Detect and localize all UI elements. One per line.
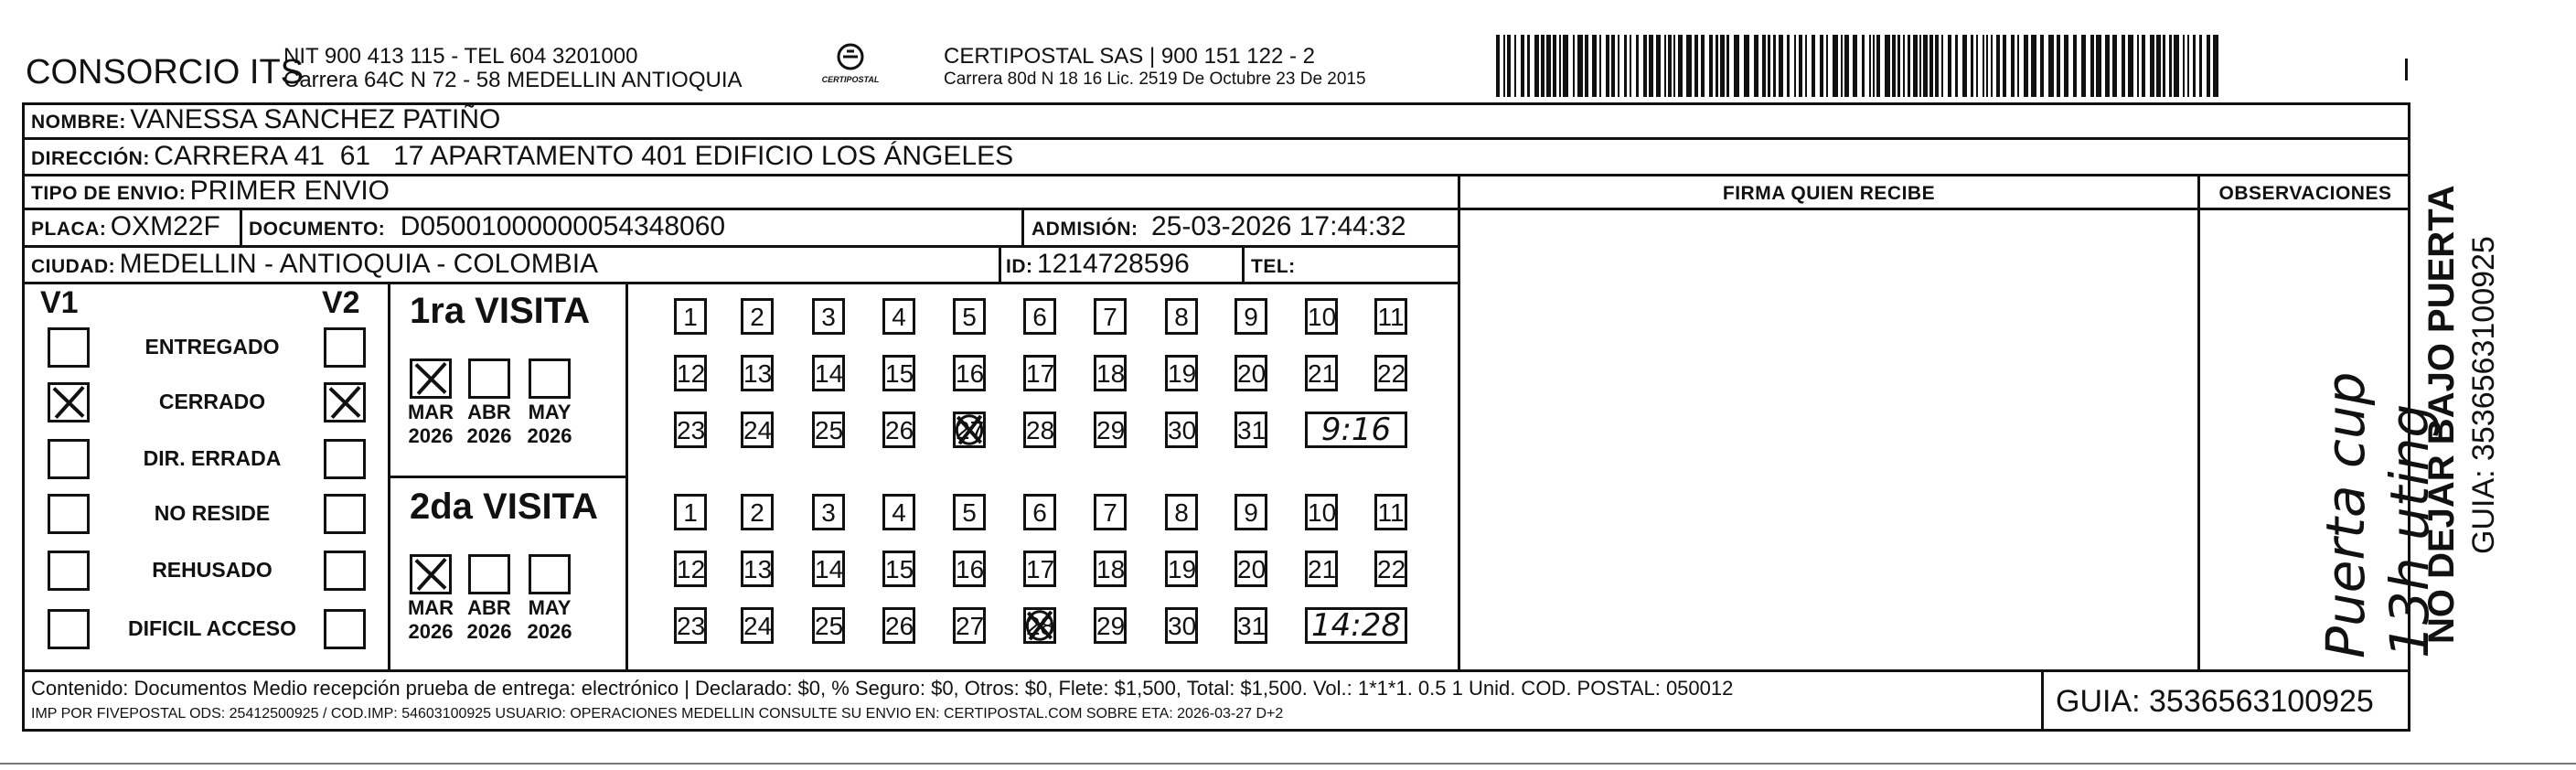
barcode-bar bbox=[1897, 35, 1900, 97]
visit1-day-box: 5 bbox=[953, 298, 986, 335]
barcode-bar bbox=[2207, 35, 2210, 97]
visit1-day-box: 21 bbox=[1305, 355, 1338, 391]
visit2-month-label: MAR bbox=[407, 596, 454, 619]
visit2-day-box: 24 bbox=[741, 607, 774, 644]
id-number: 1214728596 bbox=[1036, 249, 1190, 279]
admission-date: 25-03-2026 17:44:32 bbox=[1150, 211, 1406, 241]
visit2-time-box: 14:28 bbox=[1305, 607, 1407, 644]
barcode-bar bbox=[1656, 35, 1661, 97]
visit2-year-label: 2026 bbox=[466, 620, 512, 643]
status-v1-checkbox bbox=[48, 439, 90, 479]
barcode-bar bbox=[1986, 35, 1988, 97]
barcode-bar bbox=[1507, 35, 1511, 97]
barcode-bar bbox=[2156, 35, 2161, 97]
document-label: DOCUMENTO: bbox=[249, 219, 386, 240]
barcode-bar bbox=[1592, 35, 1597, 97]
visit2-day-box: 27 bbox=[953, 607, 986, 644]
visit1-day-box: 18 bbox=[1094, 355, 1127, 391]
visit1-day-box: 15 bbox=[882, 355, 915, 391]
plate: OXM22F bbox=[110, 211, 220, 241]
visit1-day-check-mark bbox=[953, 412, 986, 448]
barcode-bar bbox=[1541, 35, 1545, 97]
visit1-day-box: 22 bbox=[1374, 355, 1407, 391]
visit1-day-box: 2 bbox=[741, 298, 774, 335]
barcode-bar bbox=[1805, 35, 1807, 97]
status-v2-check-mark bbox=[324, 382, 366, 422]
barcode-bar bbox=[1892, 35, 1896, 97]
address-label: DIRECCIÓN: bbox=[31, 148, 150, 169]
barcode-bar bbox=[1948, 35, 1951, 97]
barcode-bar bbox=[1534, 35, 1539, 97]
status-v1-checkbox bbox=[48, 494, 90, 534]
signature-header: FIRMA QUIEN RECIBE bbox=[1722, 183, 1936, 204]
barcode-bar bbox=[2064, 35, 2068, 97]
barcode-bar bbox=[2213, 35, 2218, 97]
status-label: DIR. ERRADA bbox=[143, 446, 282, 470]
status-v2-checkbox bbox=[324, 609, 366, 649]
visit1-day-box: 11 bbox=[1374, 298, 1407, 335]
status-label: NO RESIDE bbox=[154, 501, 271, 525]
visit1-day-box: 26 bbox=[882, 412, 915, 448]
barcode-bar bbox=[1694, 35, 1698, 97]
barcode-bar bbox=[1503, 35, 1505, 97]
visit1-day-box: 31 bbox=[1235, 412, 1267, 448]
barcode-bar bbox=[1799, 35, 1802, 97]
visit2-day-box: 14 bbox=[812, 551, 845, 587]
barcode-bar bbox=[1636, 35, 1639, 97]
barcode-bar bbox=[2150, 35, 2154, 97]
barcode-bar bbox=[2048, 35, 2054, 97]
barcode-bar bbox=[1643, 35, 1647, 97]
barcode-bar bbox=[1673, 35, 1675, 97]
barcode-bar bbox=[2187, 35, 2189, 97]
barcode-bar bbox=[1841, 35, 1843, 97]
visit2-day-box: 22 bbox=[1374, 551, 1407, 587]
plate-label: PLACA: bbox=[31, 219, 107, 240]
visit1-day-box: 17 bbox=[1023, 355, 1056, 391]
admission-label: ADMISIÓN: bbox=[1031, 219, 1138, 240]
barcode-bar bbox=[1762, 35, 1766, 97]
observation-line-2: 13h uting bbox=[2378, 403, 2441, 658]
barcode-bar bbox=[2096, 35, 2101, 97]
carrier-address: Carrera 80d N 18 16 Lic. 2519 De Octubre 23 De 2015 bbox=[944, 70, 1366, 89]
barcode-bar bbox=[1559, 35, 1561, 97]
barcode-bar bbox=[1599, 35, 1601, 97]
visit1-month-label: MAR bbox=[407, 401, 454, 423]
visit2-day-box: 18 bbox=[1094, 551, 1127, 587]
barcode-bar bbox=[1514, 35, 1516, 97]
visit1-day-box: 29 bbox=[1094, 412, 1127, 448]
barcode-bar bbox=[2073, 35, 2077, 97]
visit2-day-box: 30 bbox=[1165, 607, 1198, 644]
barcode-bar bbox=[1521, 35, 1524, 97]
barcode-bar bbox=[1962, 35, 1967, 97]
barcode-bar bbox=[1955, 35, 1958, 97]
visit1-day-box: 23 bbox=[674, 412, 707, 448]
barcode-bar bbox=[1546, 35, 1551, 97]
side-guide: GUIA: 3536563100925 bbox=[2466, 236, 2501, 554]
visit2-day-box: 10 bbox=[1305, 494, 1338, 530]
visit1-day-box: 27 bbox=[953, 412, 986, 448]
barcode-bar bbox=[1903, 35, 1905, 97]
barcode-bar bbox=[2128, 35, 2133, 97]
visit2-year-label: 2026 bbox=[527, 620, 572, 643]
send-type-label: TIPO DE ENVIO: bbox=[31, 183, 187, 204]
visit1-day-box: 13 bbox=[741, 355, 774, 391]
visit1-day-box: 3 bbox=[812, 298, 845, 335]
barcode-bar bbox=[1820, 35, 1823, 97]
barcode-bar bbox=[2105, 35, 2110, 97]
visit1-year-label: 2026 bbox=[466, 424, 512, 447]
visit1-day-box: 14 bbox=[812, 355, 845, 391]
visit1-day-box: 4 bbox=[882, 298, 915, 335]
visit2-month-label: MAY bbox=[528, 596, 572, 619]
barcode-bar bbox=[1611, 35, 1615, 97]
visit1-day-box: 16 bbox=[953, 355, 986, 391]
visit2-day-box: 21 bbox=[1305, 551, 1338, 587]
visit1-month-label: ABR bbox=[467, 401, 511, 423]
city-label: CIUDAD: bbox=[31, 256, 116, 277]
status-label: CERRADO bbox=[158, 390, 266, 413]
status-v1-checkbox bbox=[48, 609, 90, 649]
barcode-bar bbox=[1496, 35, 1500, 97]
barcode-bar bbox=[1873, 35, 1875, 97]
visit2-year-label: 2026 bbox=[408, 620, 454, 643]
barcode-bar bbox=[1606, 35, 1609, 97]
barcode-bar bbox=[1630, 35, 1631, 97]
barcode-bar bbox=[1734, 35, 1739, 97]
barcode-bar bbox=[1991, 35, 1993, 97]
barcode-bar bbox=[2024, 35, 2028, 97]
barcode-bar bbox=[1976, 35, 1978, 97]
barcode-bar bbox=[1971, 35, 1973, 97]
barcode-bar bbox=[1768, 35, 1770, 97]
visit1-month-box bbox=[468, 358, 510, 399]
company-name: CONSORCIO ITS bbox=[26, 53, 305, 91]
barcode-bar bbox=[2169, 35, 2172, 97]
side-warning: NO DEJAR BAJO PUERTA bbox=[2421, 185, 2462, 644]
barcode-bar bbox=[1649, 35, 1653, 97]
visit2-day-box: 20 bbox=[1235, 551, 1267, 587]
barcode-bar bbox=[2122, 35, 2125, 97]
logo-caption: CERTIPOSTAL bbox=[821, 75, 880, 84]
barcode-bar bbox=[2031, 35, 2036, 97]
visit2-day-box: 4 bbox=[882, 494, 915, 530]
visit1-day-box: 9 bbox=[1235, 298, 1267, 335]
status-v2-checkbox bbox=[324, 551, 366, 591]
visit1-month-label: MAY bbox=[528, 401, 572, 423]
status-v1-checkbox bbox=[48, 551, 90, 591]
visit1-title: 1ra VISITA bbox=[410, 291, 591, 331]
footer-imp: IMP POR FIVEPOSTAL ODS: 25412500925 / COD.IMP: 54603100925 USUARIO: OPERACIONES MEDELLIN CONSULTE SU ENVIO EN: CERTIPOSTAL.COM SOBRE ETA: 2026-03-27 D+2 bbox=[31, 706, 1284, 722]
barcode-bar bbox=[2163, 35, 2165, 97]
visit2-day-box: 19 bbox=[1165, 551, 1198, 587]
recipient-name: VANESSA SANCHEZ PATIÑO bbox=[130, 104, 501, 134]
barcode-bar bbox=[2137, 35, 2139, 97]
name-label: NOMBRE: bbox=[31, 112, 126, 133]
barcode-bar bbox=[1573, 35, 1575, 97]
visit1-day-box: 1 bbox=[674, 298, 707, 335]
visit2-month-check-mark bbox=[410, 554, 452, 594]
barcode-bar bbox=[1686, 35, 1692, 97]
barcode-bar bbox=[2193, 35, 2196, 97]
visit2-day-box: 15 bbox=[882, 551, 915, 587]
visit2-day-box: 31 bbox=[1235, 607, 1267, 644]
city: MEDELLIN - ANTIOQUIA - COLOMBIA bbox=[119, 249, 599, 279]
visit1-day-box: 30 bbox=[1165, 412, 1198, 448]
visit2-day-box: 12 bbox=[674, 551, 707, 587]
id-label: ID: bbox=[1006, 256, 1033, 277]
visit1-day-box: 28 bbox=[1023, 412, 1056, 448]
carrier-name: CERTIPOSTAL SAS | 900 151 122 - 2 bbox=[944, 44, 1315, 69]
visit2-day-box: 26 bbox=[882, 607, 915, 644]
visit1-time-box: 9:16 bbox=[1305, 412, 1407, 448]
barcode-bar bbox=[1779, 35, 1783, 97]
barcode-bar bbox=[1678, 35, 1683, 97]
status-v1-checkbox bbox=[48, 327, 90, 368]
barcode-bar bbox=[1833, 35, 1838, 97]
visit2-day-box: 7 bbox=[1094, 494, 1127, 530]
send-type: PRIMER ENVIO bbox=[189, 176, 390, 206]
barcode-bar bbox=[1913, 35, 1918, 97]
status-label: REHUSADO bbox=[152, 558, 273, 582]
barcode-bar bbox=[2017, 35, 2019, 97]
document-number: D05001000000054348060 bbox=[400, 211, 726, 241]
barcode-bar bbox=[1923, 35, 1928, 97]
v2-header: V2 bbox=[322, 285, 360, 320]
visit2-day-box: 16 bbox=[953, 551, 986, 587]
barcode-bar bbox=[2142, 35, 2145, 97]
v1-header: V1 bbox=[40, 285, 79, 320]
footer-guide: GUIA: 3536563100925 bbox=[2056, 684, 2374, 719]
barcode-bar bbox=[2011, 35, 2015, 97]
barcode-bar bbox=[1794, 35, 1796, 97]
visit2-day-box: 2 bbox=[741, 494, 774, 530]
visit2-day-box: 6 bbox=[1023, 494, 1056, 530]
visit2-day-box: 28 bbox=[1023, 607, 1056, 644]
visit2-day-check-mark bbox=[1023, 607, 1056, 644]
visit1-day-box: 25 bbox=[812, 412, 845, 448]
visit1-day-box: 19 bbox=[1165, 355, 1198, 391]
visit1-day-box: 20 bbox=[1235, 355, 1267, 391]
barcode-bar bbox=[1716, 35, 1718, 97]
visit2-day-box: 25 bbox=[812, 607, 845, 644]
barcode-bar bbox=[1908, 35, 1910, 97]
company-address: Carrera 64C N 72 - 58 MEDELLIN ANTIOQUIA bbox=[283, 68, 743, 92]
tel-label: TEL: bbox=[1251, 256, 1296, 277]
barcode-bar bbox=[1996, 35, 2000, 97]
visit2-day-box: 5 bbox=[953, 494, 986, 530]
visit2-month-box bbox=[468, 554, 510, 594]
visit1-day-box: 6 bbox=[1023, 298, 1056, 335]
barcode-bar bbox=[1709, 35, 1713, 97]
barcode-bar bbox=[2003, 35, 2006, 97]
barcode-bar bbox=[1577, 35, 1583, 97]
visit2-day-box: 13 bbox=[741, 551, 774, 587]
observations-header: OBSERVACIONES bbox=[2218, 183, 2392, 204]
status-label: DIFICIL ACCESO bbox=[127, 616, 296, 640]
footer-contents: Contenido: Documentos Medio recepción prueba de entrega: electrónico | Declarado: $0, % Seguro: $0, Otros: $0, Flete: $1,500, Total: $1,500. Vol.: 1*1*1. 0.5 1 Unid. COD. POSTAL: 050012 bbox=[31, 677, 1734, 700]
edge-mark bbox=[2405, 59, 2408, 80]
visit1-month-check-mark bbox=[410, 358, 452, 399]
certipostal-logo bbox=[818, 40, 882, 95]
visit1-month-box bbox=[529, 358, 571, 399]
barcode-bar bbox=[2090, 35, 2094, 97]
recipient-address: CARRERA 41 61 17 APARTAMENTO 401 EDIFICIO LOS ÁNGELES bbox=[154, 141, 1014, 171]
visit1-year-label: 2026 bbox=[408, 424, 454, 447]
barcode-bar bbox=[1754, 35, 1758, 97]
status-v2-checkbox bbox=[324, 494, 366, 534]
barcode-bar bbox=[2040, 35, 2044, 97]
visit2-title: 2da VISITA bbox=[410, 487, 598, 527]
barcode-bar bbox=[1853, 35, 1857, 97]
visit2-day-box: 9 bbox=[1235, 494, 1267, 530]
visit1-day-box: 24 bbox=[741, 412, 774, 448]
barcode-bar bbox=[2183, 35, 2185, 97]
barcode-bar bbox=[2199, 35, 2202, 97]
barcode-bar bbox=[1744, 35, 1749, 97]
visit2-month-label: ABR bbox=[467, 596, 511, 619]
barcode-bar bbox=[1844, 35, 1849, 97]
visit1-year-label: 2026 bbox=[527, 424, 572, 447]
visit2-day-box: 23 bbox=[674, 607, 707, 644]
barcode-bar bbox=[1812, 35, 1815, 97]
barcode-bar bbox=[1929, 35, 1933, 97]
visit2-day-box: 3 bbox=[812, 494, 845, 530]
barcode-bar bbox=[1624, 35, 1627, 97]
barcode-bar bbox=[1618, 35, 1619, 97]
status-label: ENTREGADO bbox=[144, 335, 280, 358]
barcode-bar bbox=[1983, 35, 1984, 97]
barcode-bar bbox=[1527, 35, 1530, 97]
barcode-bar bbox=[1876, 35, 1880, 97]
bottom-rule bbox=[0, 763, 2576, 765]
barcode-bar bbox=[1885, 35, 1890, 97]
observation-line-1: Puerta cup bbox=[2314, 371, 2377, 658]
visit2-day-box: 11 bbox=[1374, 494, 1407, 530]
barcode-bar bbox=[2057, 35, 2060, 97]
status-v1-check-mark bbox=[48, 382, 90, 422]
barcode-bar bbox=[1563, 35, 1568, 97]
barcode-bar bbox=[2081, 35, 2086, 97]
barcode-bar bbox=[1826, 35, 1828, 97]
barcode-bar bbox=[1935, 35, 1939, 97]
visit2-day-box: 17 bbox=[1023, 551, 1056, 587]
barcode-bar bbox=[1862, 35, 1865, 97]
barcode-bar bbox=[1668, 35, 1672, 97]
barcode bbox=[1496, 35, 2226, 97]
barcode-bar bbox=[1773, 35, 1776, 97]
barcode-bar bbox=[1869, 35, 1871, 97]
barcode-bar bbox=[2174, 35, 2179, 97]
barcode-bar bbox=[1664, 35, 1666, 97]
visit1-day-box: 8 bbox=[1165, 298, 1198, 335]
barcode-bar bbox=[1919, 35, 1921, 97]
barcode-bar bbox=[1720, 35, 1725, 97]
visit1-day-box: 12 bbox=[674, 355, 707, 391]
visit2-day-box: 8 bbox=[1165, 494, 1198, 530]
barcode-bar bbox=[1553, 35, 1556, 97]
barcode-bar bbox=[1585, 35, 1588, 97]
barcode-bar bbox=[2112, 35, 2117, 97]
barcode-bar bbox=[1726, 35, 1729, 97]
barcode-bar bbox=[1941, 35, 1943, 97]
visit2-month-box bbox=[529, 554, 571, 594]
visit1-day-box: 7 bbox=[1094, 298, 1127, 335]
status-v2-checkbox bbox=[324, 327, 366, 368]
visit2-day-box: 29 bbox=[1094, 607, 1127, 644]
status-v2-checkbox bbox=[324, 439, 366, 479]
barcode-bar bbox=[1787, 35, 1790, 97]
barcode-bar bbox=[1701, 35, 1705, 97]
visit2-day-box: 1 bbox=[674, 494, 707, 530]
company-nit: NIT 900 413 115 - TEL 604 3201000 bbox=[283, 44, 638, 69]
visit1-day-box: 10 bbox=[1305, 298, 1338, 335]
